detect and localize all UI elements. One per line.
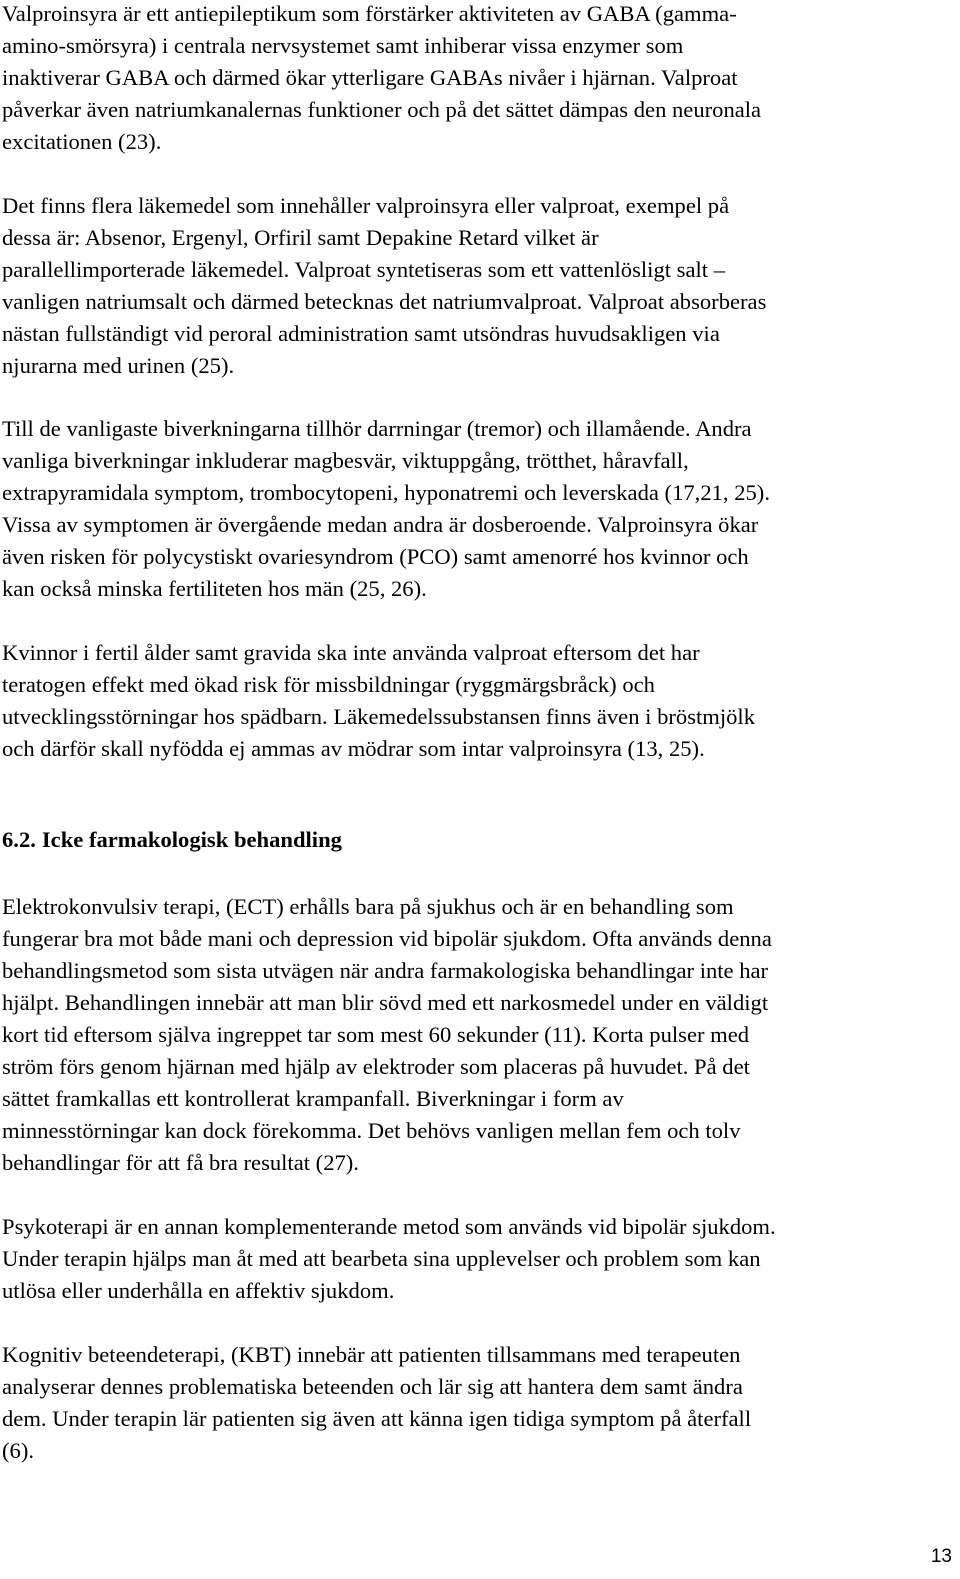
text-line: njurarna med urinen (25). bbox=[2, 353, 235, 378]
text-line: sättet framkallas ett kontrollerat krampanfall. Biverkningar i form av bbox=[2, 1086, 624, 1111]
paragraph-ect bbox=[2, 891, 772, 1179]
text-line: nästan fullständigt vid peroral administration samt utsöndras huvudsakligen via bbox=[2, 321, 720, 346]
paragraph-valproinsyra-mechanism bbox=[2, 0, 761, 158]
page-number: 13 bbox=[930, 1546, 952, 1567]
paragraph-pregnancy-warning bbox=[2, 637, 755, 765]
paragraph-valproat-products bbox=[2, 190, 766, 382]
text-line: minnesstörningar kan dock förekomma. Det behövs vanligen mellan fem och tolv bbox=[2, 1118, 741, 1143]
text-line: behandlingar för att få bra resultat (27). bbox=[2, 1150, 359, 1175]
text-line: behandlingsmetod som sista utvägen när andra farmakologiska behandlingar inte har bbox=[2, 958, 769, 983]
text-line: Vissa av symptomen är övergående medan andra är dosberoende. Valproinsyra ökar bbox=[2, 512, 759, 537]
text-line: Elektrokonvulsiv terapi, (ECT) erhålls bara på sjukhus och är en behandling som bbox=[2, 894, 734, 919]
text-line: Till de vanligaste biverkningarna tillhör darrningar (tremor) och illamående. Andra bbox=[2, 416, 752, 441]
text-line: vanliga biverkningar inkluderar magbesvär, viktuppgång, trötthet, håravfall, bbox=[2, 448, 689, 473]
text-line: Kvinnor i fertil ålder samt gravida ska inte använda valproat eftersom det har bbox=[2, 640, 700, 665]
text-line: analyserar dennes problematiska beteenden och lär sig att hantera dem samt ändra bbox=[2, 1374, 743, 1399]
text-line: och därför skall nyfödda ej ammas av mödrar som intar valproinsyra (13, 25). bbox=[2, 736, 705, 761]
text-line: parallellimporterade läkemedel. Valproat syntetiseras som ett vattenlösligt salt – bbox=[2, 257, 725, 282]
text-line: kan också minska fertiliteten hos män (25, 26). bbox=[2, 576, 427, 601]
text-line: teratogen effekt med ökad risk för missbildningar (ryggmärgsbråck) och bbox=[2, 672, 655, 697]
text-line: inaktiverar GABA och därmed ökar ytterligare GABAs nivåer i hjärnan. Valproat bbox=[2, 65, 738, 90]
paragraph-side-effects bbox=[2, 413, 770, 605]
paragraph-psychotherapy bbox=[2, 1211, 776, 1307]
text-line: vanligen natriumsalt och därmed betecknas det natriumvalproat. Valproat absorberas bbox=[2, 289, 767, 314]
text-line: Kognitiv beteendeterapi, (KBT) innebär att patienten tillsammans med terapeuten bbox=[2, 1342, 741, 1367]
text-line: dessa är: Absenor, Ergenyl, Orfiril samt Depakine Retard vilket är bbox=[2, 225, 599, 250]
section-heading bbox=[2, 824, 342, 856]
text-line: utvecklingsstörningar hos spädbarn. Läkemedelssubstansen finns även i bröstmjölk bbox=[2, 704, 755, 729]
paragraph-kbt bbox=[2, 1339, 751, 1467]
text-line: fungerar bra mot både mani och depression vid bipolär sjukdom. Ofta används denna bbox=[2, 926, 772, 951]
text-line: Under terapin hjälps man åt med att bearbeta sina upplevelser och problem som kan bbox=[2, 1246, 761, 1271]
text-line: extrapyramidala symptom, trombocytopeni, hyponatremi och leverskada (17,21, 25). bbox=[2, 480, 770, 505]
text-line: påverkar även natriumkanalernas funktioner och på det sättet dämpas den neuronala bbox=[2, 97, 762, 122]
text-line: utlösa eller underhålla en affektiv sjukdom. bbox=[2, 1278, 395, 1303]
text-line: dem. Under terapin lär patienten sig även att känna igen tidiga symptom på återfall bbox=[2, 1406, 752, 1431]
text-line: excitationen (23). bbox=[2, 129, 162, 154]
text-line: Psykoterapi är en annan komplementerande metod som används vid bipolär sjukdom. bbox=[2, 1214, 776, 1239]
text-line: (6). bbox=[2, 1438, 34, 1463]
section-number: 6.2. bbox=[2, 827, 36, 852]
text-line: ström förs genom hjärnan med hjälp av elektroder som placeras på huvudet. På det bbox=[2, 1054, 750, 1079]
section-title: Icke farmakologisk behandling bbox=[41, 827, 342, 852]
text-line: kort tid eftersom själva ingreppet tar som mest 60 sekunder (11). Korta pulser med bbox=[2, 1022, 750, 1047]
text-line: Valproinsyra är ett antiepileptikum som förstärker aktiviteten av GABA (gamma- bbox=[2, 1, 737, 26]
text-line: amino-smörsyra) i centrala nervsystemet samt inhiberar vissa enzymer som bbox=[2, 33, 684, 58]
text-line: Det finns flera läkemedel som innehåller valproinsyra eller valproat, exempel på bbox=[2, 193, 730, 218]
text-line: hjälpt. Behandlingen innebär att man blir sövd med ett narkosmedel under en väldigt bbox=[2, 990, 769, 1015]
text-line: även risken för polycystiskt ovariesyndrom (PCO) samt amenorré hos kvinnor och bbox=[2, 544, 749, 569]
